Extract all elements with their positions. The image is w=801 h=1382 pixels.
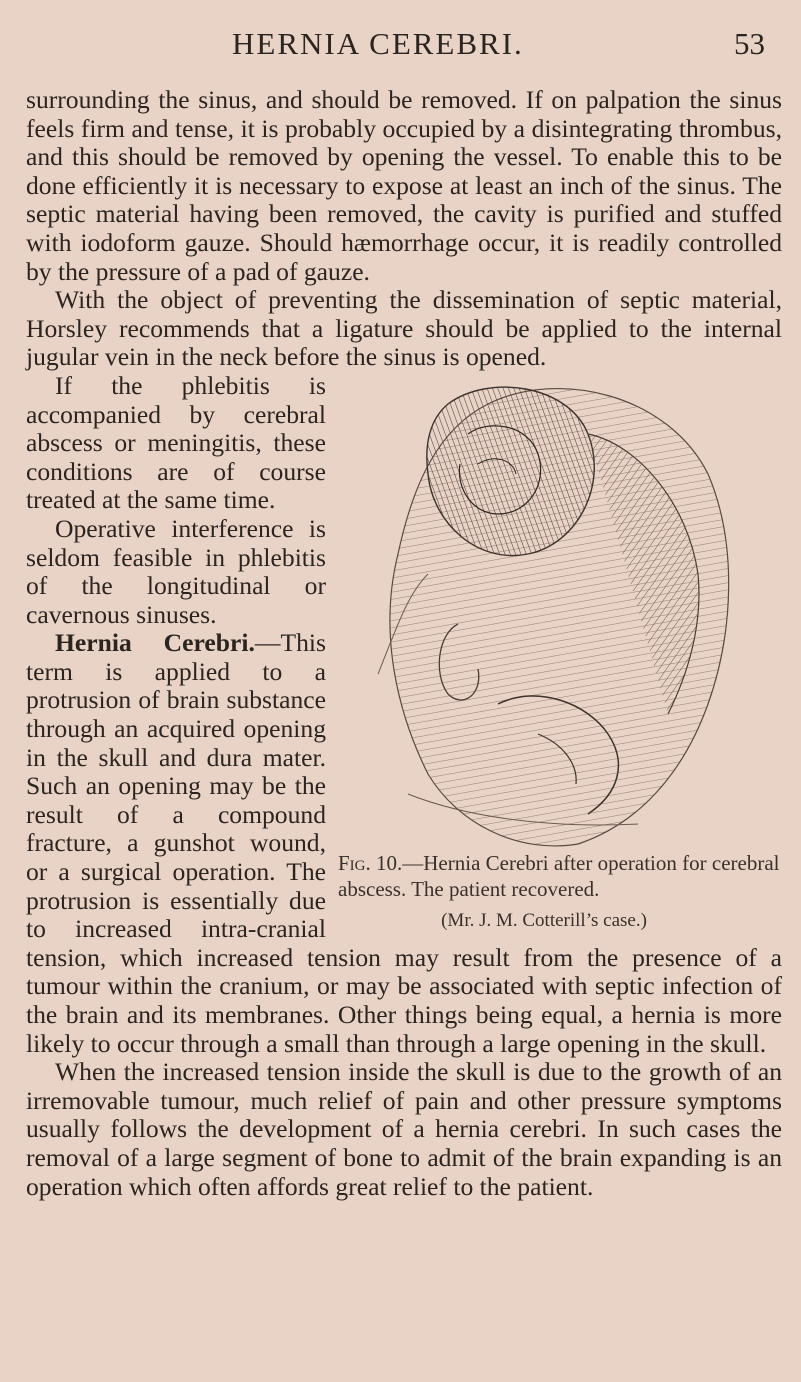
page-number: 53 [734,26,765,61]
paragraph: surrounding the sinus, and should be removed. If on palpation the sinus feels firm and tense, it is probably occupied by a disintegrating thrombus, and this should be removed by opening the vessel. To enable this to be done efficiently it is necessary to expose at least an inch of the sinus. The septic material having been removed, the cavity is purified and stuffed with iodoform gauze. Should hæmorrhage occur, it is readily controlled by the pressure of a pad of gauze. [26,85,782,286]
figure-credit: (Mr. J. M. Cotterill’s case.) [441,909,647,931]
paragraph: With the object of preventing the dissemination of septic material, Horsley recommends that a ligature should be applied to the internal jugular vein in the neck before the sinus is opened. [26,285,782,372]
figure-label: Fig. 10. [338,850,403,875]
hernia-cerebri-illustration [338,374,738,850]
body-text [26,86,782,1201]
paragraph-text: —This term is applied to a protrusion of brain substance through an acquired opening in the skull and dura mater. Such an opening may be the result of a compound fracture, a gunshot wound, or a surgical operation. The protrusion is essentially due to increased intra-cranial tension, which increased tension may result from the presence of a tumour within the cranium, or may be associated with septic infection of the brain and its membranes. Other things being equal, a hernia is more likely to occur through a small than through a large opening in the skull. [26,628,782,1058]
running-head: HERNIA CEREBRI. [232,26,524,61]
paragraph: When the increased tension inside the skull is due to the growth of an irremovable tumour, much relief of pain and other pressure symptoms usually follows the development of a hernia cerebri. In such cases the removal of a large segment of bone to admit of the brain expanding is an operation which often affords great relief to the patient. [26,1057,782,1201]
section-heading: Hernia Cerebri. [55,628,255,658]
page-header [0,26,801,66]
figure-caption [334,850,790,934]
figure [334,374,790,934]
paragraph: Operative interference is seldom feasible in phlebitis of the longitudinal or cavernous sinuses. [26,513,326,629]
figure-caption-text: —Hernia Cerebri after operation for cerebral abscess. The patient recovered. [338,850,780,901]
paragraph: If the phlebitis is accompanied by cerebral abscess or meningitis, these conditions are of course treated at the same time. [26,370,326,515]
